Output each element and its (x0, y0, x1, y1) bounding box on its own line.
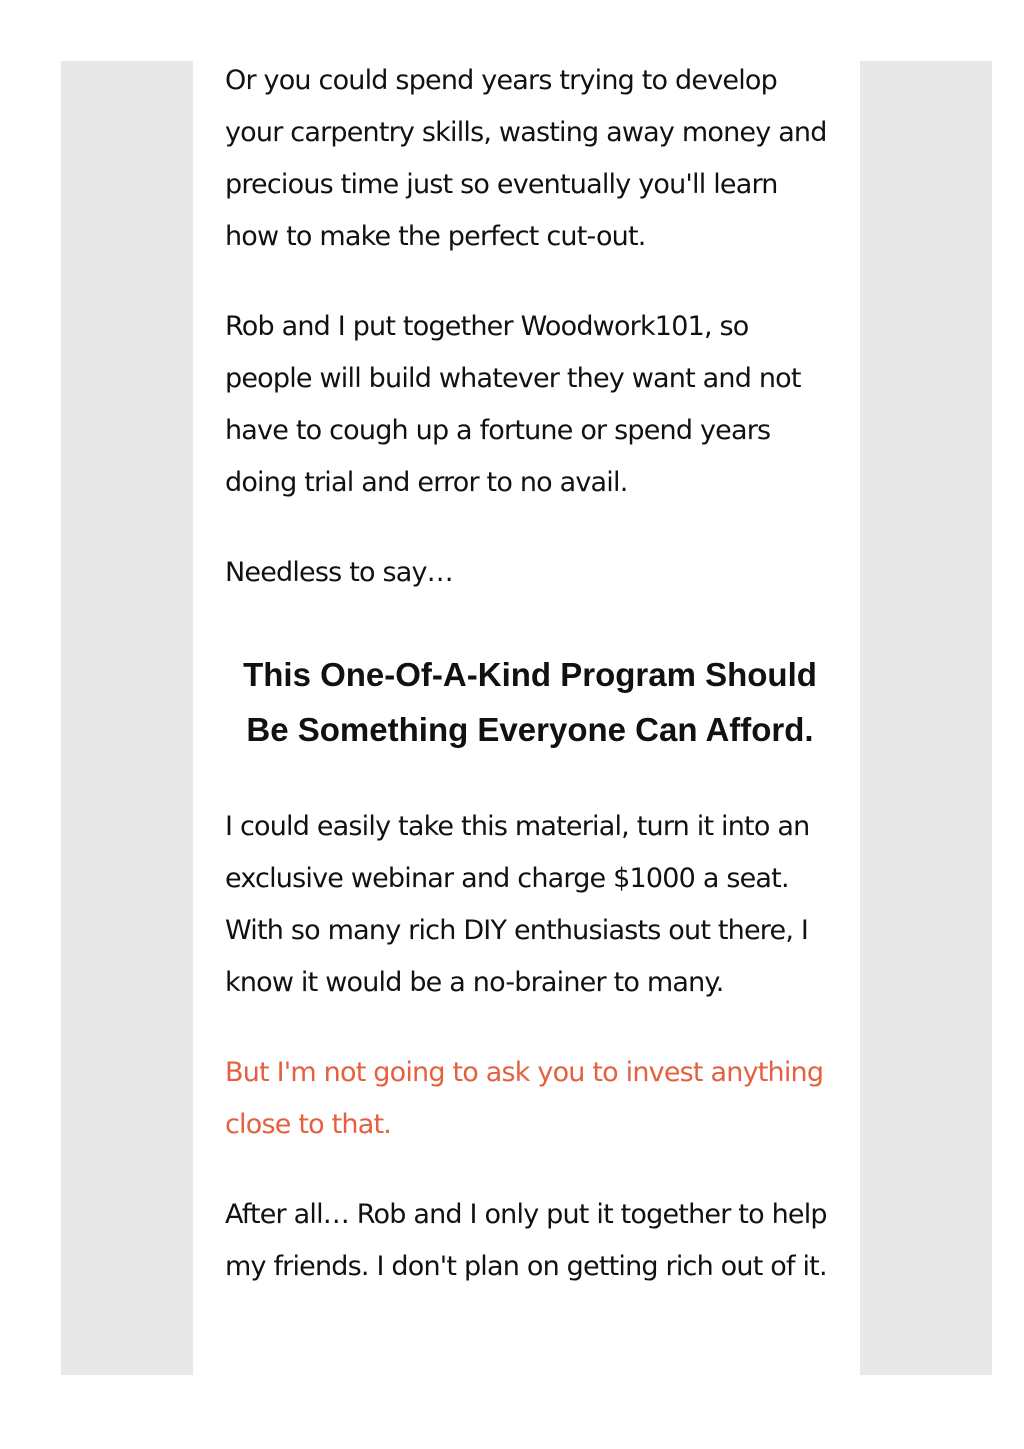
paragraph-carpentry-skills: Or you could spend years trying to develop your carpentry skills, wasting away money and precious time just so eventually you'll learn how to make the perfect cut-out. (225, 65, 827, 252)
paragraph-woodwork101: Rob and I put together Woodwork101, so people will build whatever they want and not have to cough up a fortune or spend years doing trial and error to no avail. (225, 311, 801, 498)
right-side-panel (860, 61, 992, 1375)
paragraph-needless-to-say: Needless to say… (225, 557, 453, 588)
section-heading: This One-Of-A-Kind Program Should Be Something Everyone Can Afford. (243, 656, 817, 748)
left-side-panel (61, 61, 193, 1375)
highlighted-paragraph: But I'm not going to ask you to invest anything close to that. (225, 1057, 824, 1140)
paragraph-webinar: I could easily take this material, turn it into an exclusive webinar and charge $1000 a seat. With so many rich DIY enthusiasts out there, I know it would be a no-brainer to many. (225, 811, 810, 998)
paragraph-after-all: After all… Rob and I only put it together to help my friends. I don't plan on getting rich out of it. (225, 1199, 827, 1282)
article-body (225, 55, 835, 1331)
